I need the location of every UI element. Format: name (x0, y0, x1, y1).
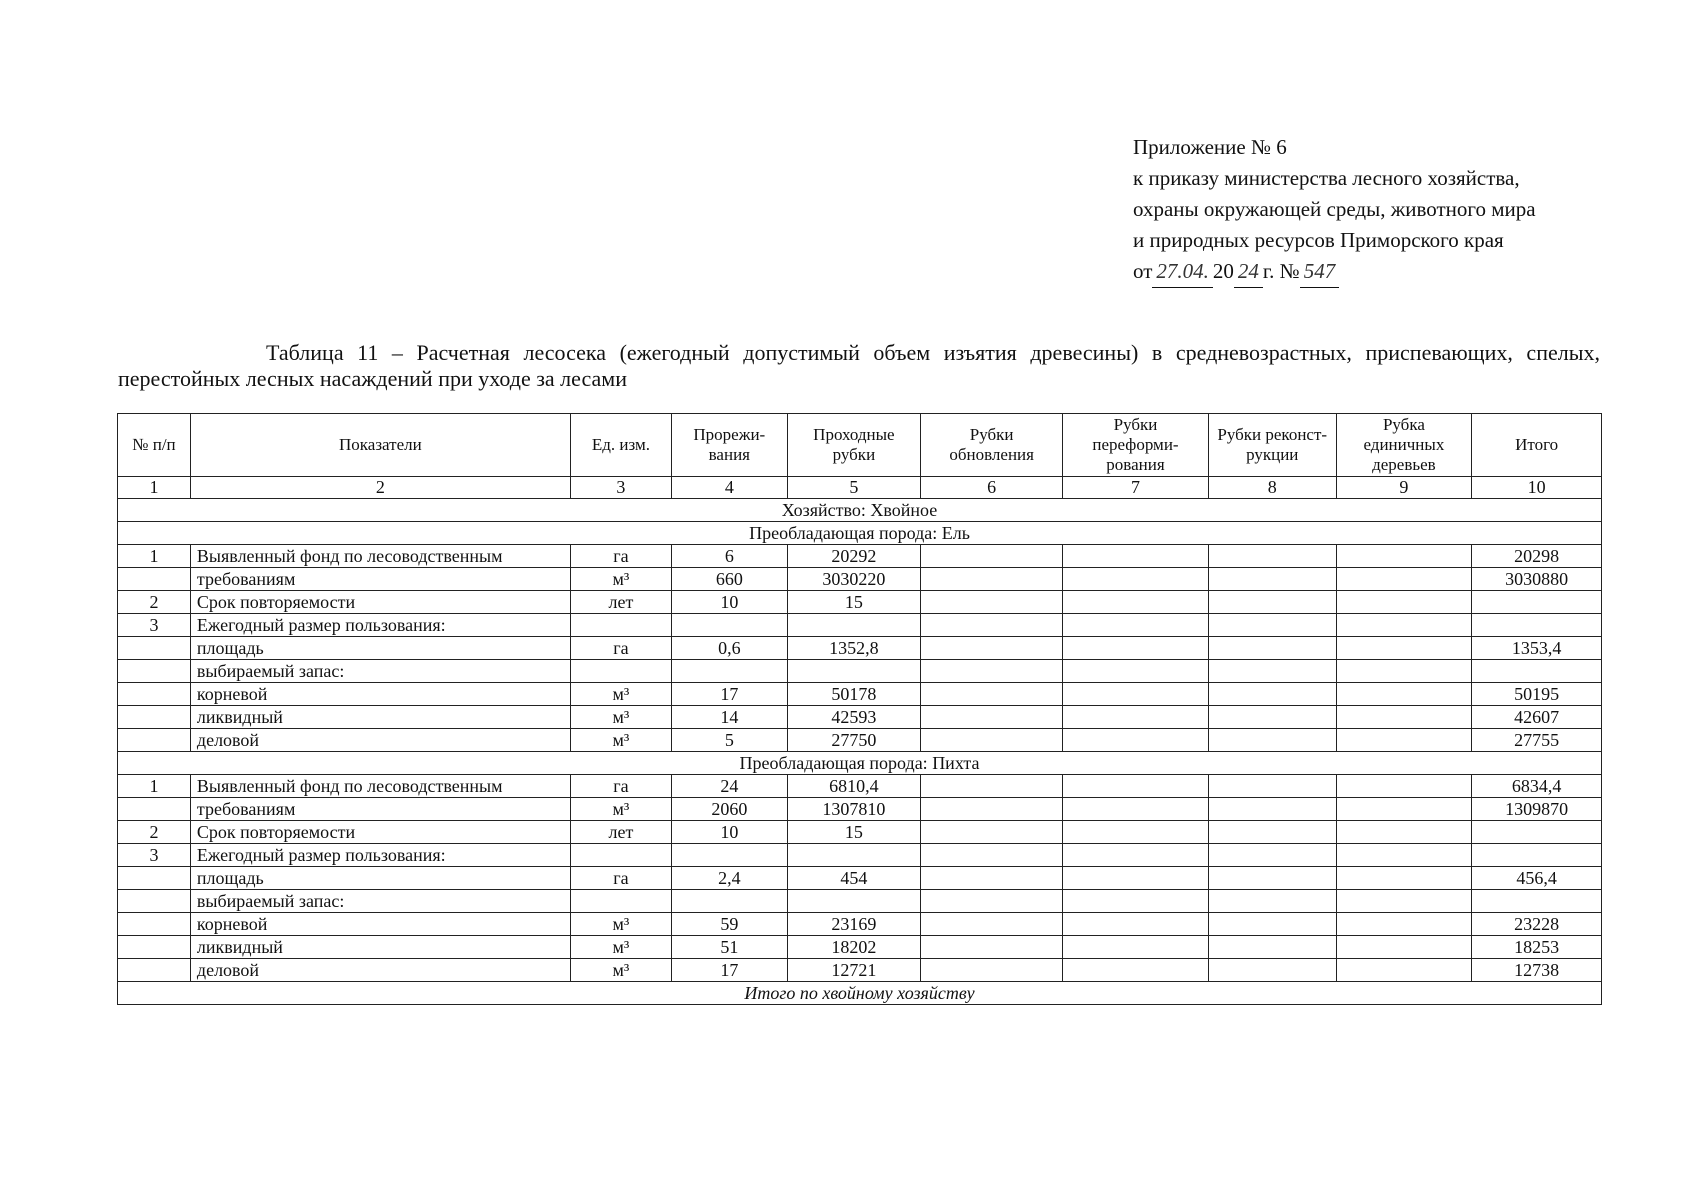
table-cell: 456,4 (1472, 867, 1602, 890)
table-cell (1336, 798, 1472, 821)
table-cell: Ежегодный размер пользования: (190, 844, 570, 867)
table-cell (118, 568, 191, 591)
table-row (118, 798, 1602, 821)
table-cell (1208, 637, 1336, 660)
table-cell (1063, 706, 1209, 729)
table-cell (787, 890, 921, 913)
table-cell (1336, 821, 1472, 844)
table-cell (570, 890, 671, 913)
table-cell (921, 890, 1063, 913)
species-row (118, 752, 1602, 775)
table-cell (1208, 936, 1336, 959)
table-cell: 42607 (1472, 706, 1602, 729)
date-mid: 20 (1212, 259, 1234, 283)
table-cell (1063, 683, 1209, 706)
table-cell (1063, 844, 1209, 867)
table-row (118, 706, 1602, 729)
table-cell: 6 (672, 545, 787, 568)
table-row (118, 568, 1602, 591)
column-header: Итого (1472, 414, 1602, 477)
table-cell: м³ (570, 959, 671, 982)
table-cell (921, 614, 1063, 637)
table-cell: 50195 (1472, 683, 1602, 706)
table-cell (921, 637, 1063, 660)
table-cell: 18202 (787, 936, 921, 959)
table-cell (787, 614, 921, 637)
table-cell (1336, 867, 1472, 890)
table-cell: м³ (570, 683, 671, 706)
table-cell: 20292 (787, 545, 921, 568)
table-cell: Преобладающая порода: Пихта (118, 752, 1602, 775)
table-cell (921, 660, 1063, 683)
table-cell (1208, 545, 1336, 568)
table-cell: га (570, 775, 671, 798)
table-cell: 27755 (1472, 729, 1602, 752)
table-cell: требованиям (190, 798, 570, 821)
table-cell (1063, 660, 1209, 683)
table-cell: Срок повторяемости (190, 591, 570, 614)
table-cell (672, 890, 787, 913)
date-day: 27.04. (1152, 256, 1213, 288)
table-cell: м³ (570, 936, 671, 959)
table-cell (1208, 913, 1336, 936)
table-cell (1063, 821, 1209, 844)
table-cell: 24 (672, 775, 787, 798)
table-cell (921, 913, 1063, 936)
table-cell (118, 913, 191, 936)
table-cell (921, 591, 1063, 614)
table-cell: 3 (118, 844, 191, 867)
table-cell (921, 683, 1063, 706)
table-cell (1063, 568, 1209, 591)
appendix-line: охраны окружающей среды, животного мира (1133, 197, 1536, 221)
table-cell: 660 (672, 568, 787, 591)
table-row (118, 913, 1602, 936)
date-suffix: г. № (1262, 259, 1300, 283)
table-cell: 12738 (1472, 959, 1602, 982)
table-cell (1336, 614, 1472, 637)
table-cell (1208, 683, 1336, 706)
table-cell: 2 (118, 591, 191, 614)
table-cell (118, 936, 191, 959)
table-cell (1472, 660, 1602, 683)
table-cell: 23228 (1472, 913, 1602, 936)
table-cell: га (570, 637, 671, 660)
table-cell (118, 890, 191, 913)
table-caption: Таблица 11 – Расчетная лесосека (ежегодный допустимый объем изъятия древесины) в средневозрастных, приспевающих, спелых, перестойных лесных насаждений при уходе за лесами (118, 340, 1600, 391)
header-row (118, 414, 1602, 477)
table-cell (1208, 660, 1336, 683)
table-cell: 1352,8 (787, 637, 921, 660)
table-row (118, 775, 1602, 798)
table-cell (787, 844, 921, 867)
forest-table (117, 413, 1602, 1005)
table-cell (1472, 614, 1602, 637)
appendix-title: Приложение № 6 (1133, 135, 1287, 159)
table-cell: Преобладающая порода: Ель (118, 522, 1602, 545)
table-cell: га (570, 545, 671, 568)
table-cell: 12721 (787, 959, 921, 982)
table-cell: площадь (190, 867, 570, 890)
table-row (118, 729, 1602, 752)
table-cell: м³ (570, 729, 671, 752)
table-cell: 23169 (787, 913, 921, 936)
table-cell: деловой (190, 959, 570, 982)
table-cell (1336, 844, 1472, 867)
column-header: Рубки реконст-рукции (1208, 414, 1336, 477)
table-cell (672, 844, 787, 867)
table-cell (1208, 959, 1336, 982)
table-cell: 8 (1208, 477, 1336, 499)
table-cell (672, 614, 787, 637)
table-cell (1208, 798, 1336, 821)
table-cell (118, 660, 191, 683)
table-cell: 51 (672, 936, 787, 959)
table-row (118, 867, 1602, 890)
table-cell (1208, 821, 1336, 844)
table-cell (1208, 591, 1336, 614)
table-cell: 42593 (787, 706, 921, 729)
table-cell: 17 (672, 959, 787, 982)
table-cell: 59 (672, 913, 787, 936)
table-row (118, 890, 1602, 913)
table-cell (1208, 729, 1336, 752)
table-cell: 3 (118, 614, 191, 637)
table-row (118, 591, 1602, 614)
table-cell: 3 (570, 477, 671, 499)
column-header: Ед. изм. (570, 414, 671, 477)
table-cell: 1 (118, 775, 191, 798)
table-cell (1063, 890, 1209, 913)
table-cell: 6810,4 (787, 775, 921, 798)
table-cell (1063, 614, 1209, 637)
table-cell: м³ (570, 706, 671, 729)
table-cell: 5 (672, 729, 787, 752)
table-cell (1208, 867, 1336, 890)
table-cell (1336, 568, 1472, 591)
table-row (118, 637, 1602, 660)
table-cell: 17 (672, 683, 787, 706)
table-cell: м³ (570, 798, 671, 821)
table-cell: корневой (190, 913, 570, 936)
table-cell (1208, 775, 1336, 798)
table-cell: м³ (570, 913, 671, 936)
table-cell (1336, 913, 1472, 936)
table-cell: 14 (672, 706, 787, 729)
table-cell (921, 568, 1063, 591)
table-cell (921, 798, 1063, 821)
table-cell (1063, 775, 1209, 798)
table-cell (1472, 821, 1602, 844)
table-cell (921, 545, 1063, 568)
table-cell: лет (570, 591, 671, 614)
table-cell (1336, 545, 1472, 568)
table-cell (570, 614, 671, 637)
table-cell (1208, 568, 1336, 591)
column-number-row (118, 477, 1602, 499)
table-cell: ликвидный (190, 936, 570, 959)
table-cell: 6834,4 (1472, 775, 1602, 798)
column-header: Проходные рубки (787, 414, 921, 477)
table-cell (118, 637, 191, 660)
table-cell (1063, 729, 1209, 752)
table-row (118, 821, 1602, 844)
table-cell (672, 660, 787, 683)
table-cell: 20298 (1472, 545, 1602, 568)
table-cell (118, 867, 191, 890)
table-cell (1208, 844, 1336, 867)
table-cell (1063, 936, 1209, 959)
table-cell: выбираемый запас: (190, 660, 570, 683)
table-cell (921, 844, 1063, 867)
table-cell: 0,6 (672, 637, 787, 660)
table-cell (1336, 890, 1472, 913)
table-cell: Хозяйство: Хвойное (118, 499, 1602, 522)
table-row (118, 936, 1602, 959)
table-cell (1063, 591, 1209, 614)
table-row (118, 614, 1602, 637)
table-cell: 27750 (787, 729, 921, 752)
farm-row (118, 499, 1602, 522)
table-row (118, 683, 1602, 706)
table-cell (118, 798, 191, 821)
table-cell: 1353,4 (1472, 637, 1602, 660)
column-header: Рубка единичных деревьев (1336, 414, 1472, 477)
table-cell (1063, 545, 1209, 568)
table-cell (118, 706, 191, 729)
table-cell: 2 (190, 477, 570, 499)
appendix-line: к приказу министерства лесного хозяйства, (1133, 166, 1520, 190)
table-cell (1336, 637, 1472, 660)
table-cell (570, 660, 671, 683)
table-cell (921, 936, 1063, 959)
table-cell (1336, 706, 1472, 729)
table-cell: Выявленный фонд по лесоводственным (190, 775, 570, 798)
date-prefix: от (1133, 259, 1153, 283)
table-row (118, 660, 1602, 683)
table-cell: Срок повторяемости (190, 821, 570, 844)
table-cell: лет (570, 821, 671, 844)
table-cell (1336, 683, 1472, 706)
table-cell (1208, 890, 1336, 913)
table-cell (1063, 798, 1209, 821)
table-cell: ликвидный (190, 706, 570, 729)
table-cell: 15 (787, 821, 921, 844)
appendix-line: и природных ресурсов Приморского края (1133, 228, 1504, 252)
table-cell (1336, 936, 1472, 959)
column-header: Показатели (190, 414, 570, 477)
table-cell (921, 729, 1063, 752)
table-cell: 50178 (787, 683, 921, 706)
table-row (118, 959, 1602, 982)
table-cell: корневой (190, 683, 570, 706)
table-cell: выбираемый запас: (190, 890, 570, 913)
appendix-date (1133, 256, 1536, 288)
table-cell (1472, 844, 1602, 867)
table-cell: 1309870 (1472, 798, 1602, 821)
table-cell (118, 729, 191, 752)
table-cell (1336, 959, 1472, 982)
species-row (118, 522, 1602, 545)
table-cell (921, 775, 1063, 798)
table-cell: Ежегодный размер пользования: (190, 614, 570, 637)
appendix-block (1133, 132, 1536, 288)
table-cell (118, 683, 191, 706)
footer-row (118, 982, 1602, 1005)
table-cell (1336, 775, 1472, 798)
table-cell: 1 (118, 545, 191, 568)
table-cell: деловой (190, 729, 570, 752)
table-cell (570, 844, 671, 867)
table-cell (1063, 637, 1209, 660)
table-cell (921, 706, 1063, 729)
table-cell (1063, 867, 1209, 890)
column-header: Прорежи-вания (672, 414, 787, 477)
table-cell (921, 959, 1063, 982)
column-header: № п/п (118, 414, 191, 477)
table-cell: га (570, 867, 671, 890)
table-cell: 9 (1336, 477, 1472, 499)
table-cell: 2060 (672, 798, 787, 821)
table-cell (1472, 591, 1602, 614)
column-header: Рубки обновления (921, 414, 1063, 477)
table-cell (1336, 729, 1472, 752)
table-cell: Итого по хвойному хозяйству (118, 982, 1602, 1005)
table-cell (1336, 591, 1472, 614)
table-cell: требованиям (190, 568, 570, 591)
table-cell (1472, 890, 1602, 913)
table-cell: 15 (787, 591, 921, 614)
table-cell: 18253 (1472, 936, 1602, 959)
table-cell (1208, 706, 1336, 729)
table-cell: 2,4 (672, 867, 787, 890)
table-cell: 1307810 (787, 798, 921, 821)
table-cell (1063, 913, 1209, 936)
table-cell: м³ (570, 568, 671, 591)
table-cell: 7 (1063, 477, 1209, 499)
table-row (118, 844, 1602, 867)
table-cell: 3030220 (787, 568, 921, 591)
table-cell: Выявленный фонд по лесоводственным (190, 545, 570, 568)
table-body (118, 477, 1602, 1005)
table-cell: 2 (118, 821, 191, 844)
table-cell (1208, 614, 1336, 637)
table-cell (921, 821, 1063, 844)
table-cell: 10 (1472, 477, 1602, 499)
table-cell (921, 867, 1063, 890)
table-cell: 5 (787, 477, 921, 499)
table-cell: 6 (921, 477, 1063, 499)
order-number: 547 (1300, 256, 1340, 288)
table-cell (1063, 959, 1209, 982)
table-cell (118, 959, 191, 982)
table-cell (787, 660, 921, 683)
date-year: 24 (1234, 256, 1263, 288)
table-cell: 1 (118, 477, 191, 499)
table-row (118, 545, 1602, 568)
table-cell: 10 (672, 821, 787, 844)
table-cell: 10 (672, 591, 787, 614)
table-cell: площадь (190, 637, 570, 660)
table-cell (1336, 660, 1472, 683)
table-cell: 4 (672, 477, 787, 499)
column-header: Рубки переформи-рования (1063, 414, 1209, 477)
table-cell: 454 (787, 867, 921, 890)
table-cell: 3030880 (1472, 568, 1602, 591)
